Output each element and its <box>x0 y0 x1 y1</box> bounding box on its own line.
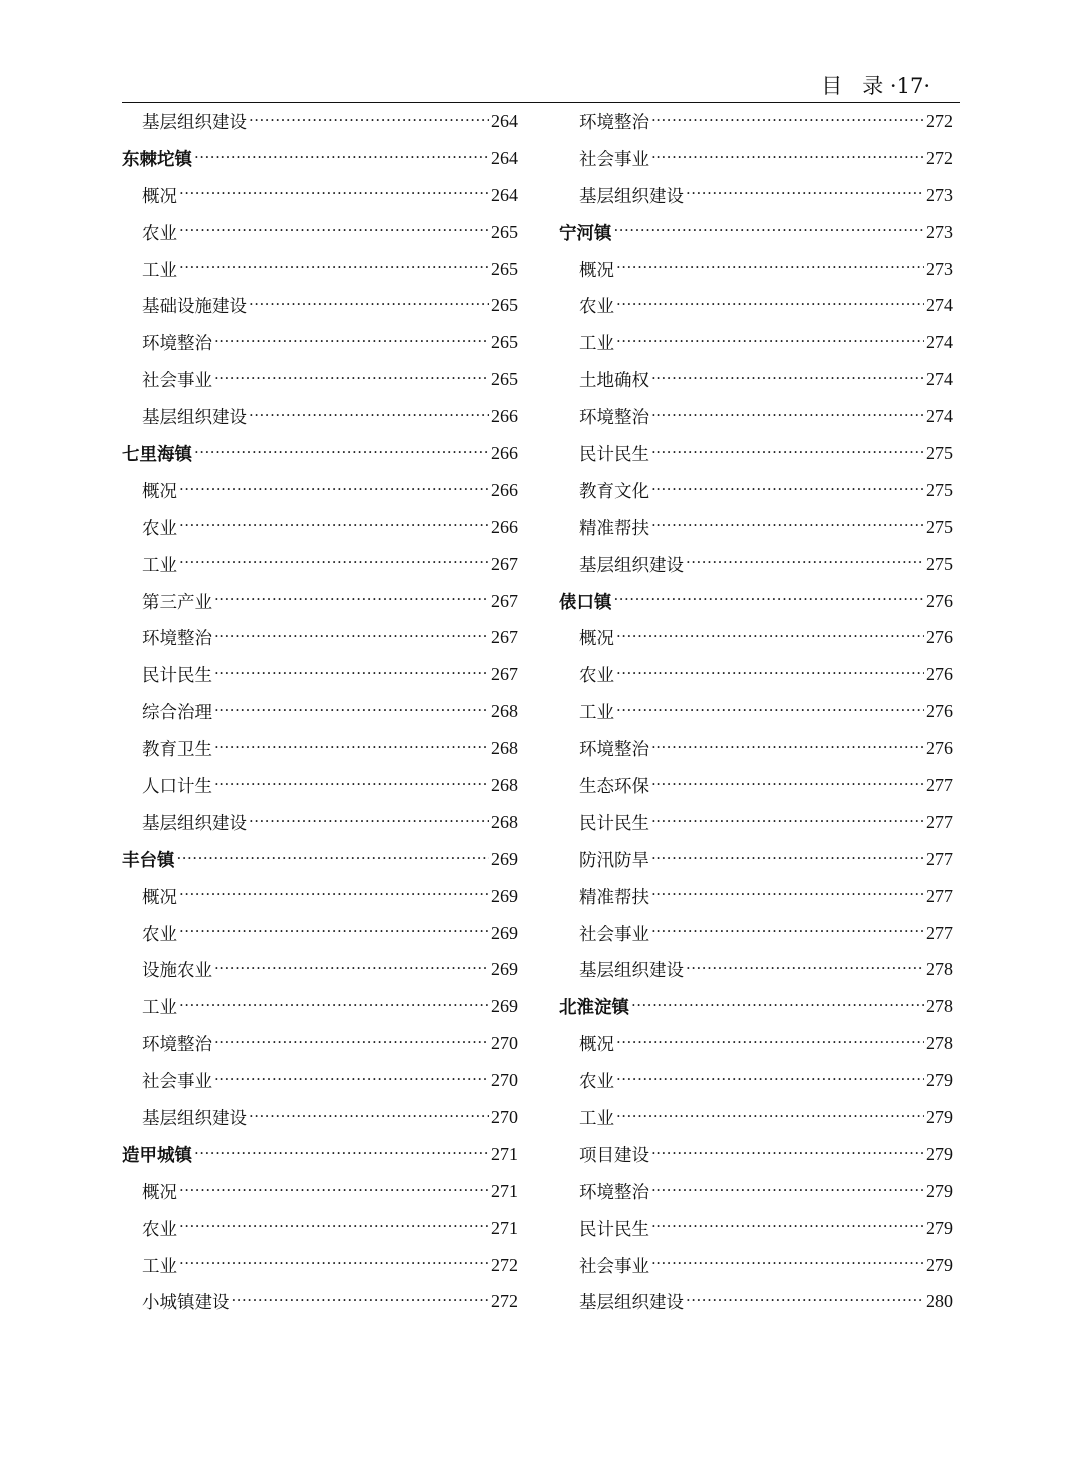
toc-entry[interactable] <box>122 1210 518 1247</box>
toc-entry[interactable] <box>559 915 953 952</box>
dot-leader <box>686 555 924 573</box>
toc-entry-label: 社会事业 <box>579 149 649 170</box>
toc-entry-page: 277 <box>926 774 953 795</box>
toc-entry[interactable] <box>559 951 953 988</box>
dot-leader <box>249 814 489 832</box>
toc-entry-label: 农业 <box>142 924 177 945</box>
toc-entry[interactable] <box>559 804 953 841</box>
toc-entry-label: 工业 <box>579 334 614 355</box>
toc-entry-label: 概况 <box>142 1182 177 1203</box>
toc-entry-label: 概况 <box>579 629 614 650</box>
toc-entry[interactable] <box>122 988 518 1025</box>
dot-leader <box>651 408 924 426</box>
dot-leader <box>614 223 925 241</box>
toc-entry-page: 269 <box>491 959 518 980</box>
dot-leader <box>214 371 489 389</box>
toc-entry-page: 273 <box>926 258 953 279</box>
toc-entry[interactable] <box>559 251 953 288</box>
toc-entry[interactable] <box>122 509 518 546</box>
toc-entry-label: 民计民生 <box>579 813 649 834</box>
dot-leader <box>249 1109 489 1127</box>
toc-entry[interactable] <box>122 1062 518 1099</box>
toc-entry-page: 268 <box>491 811 518 832</box>
toc-entry[interactable] <box>559 1210 953 1247</box>
toc-entry-label: 基层组织建设 <box>579 1293 684 1314</box>
toc-entry-page: 280 <box>926 1291 953 1312</box>
toc-entry[interactable] <box>559 509 953 546</box>
toc-entry[interactable] <box>559 1099 953 1136</box>
toc-entry-label: 工业 <box>142 998 177 1019</box>
toc-entry-label: 教育卫生 <box>142 740 212 761</box>
toc-entry[interactable] <box>559 1025 953 1062</box>
toc-entry-label: 农业 <box>579 297 614 318</box>
toc-entry[interactable] <box>559 841 953 878</box>
toc-entry[interactable] <box>559 435 953 472</box>
dot-leader <box>232 1293 490 1311</box>
toc-entry[interactable] <box>559 472 953 509</box>
toc-entry[interactable] <box>122 951 518 988</box>
toc-entry[interactable] <box>559 767 953 804</box>
dot-leader <box>214 629 489 647</box>
dot-leader <box>194 1146 489 1164</box>
toc-section-entry[interactable] <box>122 435 518 472</box>
toc-entry-page: 276 <box>926 701 953 722</box>
toc-entry-page: 277 <box>926 848 953 869</box>
toc-entry-page: 275 <box>926 553 953 574</box>
dot-leader <box>179 924 489 942</box>
toc-entry-label: 工业 <box>142 555 177 576</box>
dot-leader <box>651 482 924 500</box>
toc-entry-label: 综合治理 <box>142 703 212 724</box>
toc-entry[interactable] <box>122 767 518 804</box>
header-page-number: ·17· <box>889 74 930 98</box>
toc-section-entry[interactable] <box>559 583 953 620</box>
dot-leader <box>214 703 489 721</box>
dot-leader <box>616 1109 924 1127</box>
dot-leader <box>194 445 489 463</box>
toc-entry[interactable] <box>559 878 953 915</box>
dot-leader <box>214 334 489 352</box>
toc-entry-page: 274 <box>926 406 953 427</box>
toc-entry-label: 社会事业 <box>142 1072 212 1093</box>
toc-entry-label: 环境整治 <box>142 629 212 650</box>
toc-entry-page: 267 <box>491 664 518 685</box>
toc-entry-label: 设施农业 <box>142 961 212 982</box>
dot-leader <box>179 482 489 500</box>
toc-entry[interactable] <box>122 1247 518 1284</box>
toc-entry-page: 276 <box>926 627 953 648</box>
toc-entry-page: 271 <box>491 1217 518 1238</box>
toc-entry-page: 268 <box>491 701 518 722</box>
toc-entry-page: 268 <box>491 774 518 795</box>
toc-entry-page: 267 <box>491 590 518 611</box>
toc-entry-page: 276 <box>926 664 953 685</box>
toc-entry[interactable] <box>559 1247 953 1284</box>
toc-entry-label: 社会事业 <box>579 1256 649 1277</box>
dot-leader <box>616 629 924 647</box>
toc-entry[interactable] <box>122 546 518 583</box>
dot-leader <box>616 1072 924 1090</box>
toc-entry-label: 农业 <box>579 666 614 687</box>
toc-entry-label: 农业 <box>142 223 177 244</box>
toc-entry-page: 278 <box>926 996 953 1017</box>
dot-leader <box>249 408 489 426</box>
toc-entry[interactable] <box>559 140 953 177</box>
dot-leader <box>177 851 490 869</box>
toc-entry-label: 小城镇建设 <box>142 1293 230 1314</box>
toc-entry-page: 274 <box>926 369 953 390</box>
toc-entry-page: 266 <box>491 479 518 500</box>
toc-entry[interactable] <box>122 878 518 915</box>
dot-leader <box>651 777 924 795</box>
toc-entry[interactable] <box>122 730 518 767</box>
toc-entry-label: 精准帮扶 <box>579 518 649 539</box>
toc-entry-page: 274 <box>926 295 953 316</box>
toc-entry[interactable] <box>559 1062 953 1099</box>
toc-entry-page: 266 <box>491 406 518 427</box>
toc-entry-label: 工业 <box>142 260 177 281</box>
toc-entry[interactable] <box>559 398 953 435</box>
dot-leader <box>651 740 924 758</box>
toc-entry-page: 265 <box>491 258 518 279</box>
toc-entry-page: 276 <box>926 590 953 611</box>
toc-entry-label: 基层组织建设 <box>142 813 247 834</box>
dot-leader <box>214 961 489 979</box>
dot-leader <box>651 814 924 832</box>
dot-leader <box>179 1256 489 1274</box>
toc-entry-page: 264 <box>491 184 518 205</box>
toc-entry[interactable] <box>559 656 953 693</box>
header-title-char-1: 目 <box>821 74 843 98</box>
toc-section-entry[interactable] <box>122 1136 518 1173</box>
toc-entry[interactable] <box>122 361 518 398</box>
toc-entry-label: 土地确权 <box>579 371 649 392</box>
toc-entry[interactable] <box>559 1136 953 1173</box>
toc-entry-label: 基层组织建设 <box>579 555 684 576</box>
toc-entry-page: 275 <box>926 516 953 537</box>
toc-section-entry[interactable] <box>122 140 518 177</box>
toc-entry[interactable] <box>122 1025 518 1062</box>
toc-entry-label: 基层组织建设 <box>579 961 684 982</box>
toc-entry-page: 279 <box>926 1143 953 1164</box>
toc-entry[interactable] <box>122 693 518 730</box>
dot-leader <box>686 961 924 979</box>
toc-entry-label: 北淮淀镇 <box>559 998 629 1019</box>
toc-entry-page: 265 <box>491 369 518 390</box>
toc-entry-label: 工业 <box>142 1256 177 1277</box>
toc-entry-label: 项目建设 <box>579 1145 649 1166</box>
toc-entry[interactable] <box>559 546 953 583</box>
toc-right-column <box>559 103 953 1320</box>
dot-leader <box>179 998 489 1016</box>
toc-entry-page: 279 <box>926 1070 953 1091</box>
toc-entry[interactable] <box>122 1284 518 1321</box>
toc-entry-label: 教育文化 <box>579 481 649 502</box>
toc-entry-label: 丰台镇 <box>122 850 175 871</box>
toc-entry[interactable] <box>122 398 518 435</box>
toc-section-entry[interactable] <box>559 988 953 1025</box>
toc-entry-page: 277 <box>926 885 953 906</box>
dot-leader <box>179 260 489 278</box>
toc-entry[interactable] <box>122 177 518 214</box>
toc-entry-page: 272 <box>491 1291 518 1312</box>
toc-entry-label: 工业 <box>579 703 614 724</box>
toc-entry[interactable] <box>559 103 953 140</box>
dot-leader <box>651 851 924 869</box>
toc-entry-label: 东棘坨镇 <box>122 149 192 170</box>
dot-leader <box>616 1035 924 1053</box>
toc-entry[interactable] <box>559 324 953 361</box>
toc-entry-page: 271 <box>491 1180 518 1201</box>
dot-leader <box>686 186 924 204</box>
toc-entry[interactable] <box>122 804 518 841</box>
toc-entry-page: 278 <box>926 1033 953 1054</box>
toc-entry-label: 环境整治 <box>579 1182 649 1203</box>
toc-entry-page: 274 <box>926 332 953 353</box>
toc-entry[interactable] <box>122 619 518 656</box>
dot-leader <box>651 1256 924 1274</box>
toc-entry-label: 工业 <box>579 1108 614 1129</box>
toc-entry-page: 279 <box>926 1217 953 1238</box>
dot-leader <box>651 924 924 942</box>
toc-entry[interactable] <box>122 472 518 509</box>
toc-entry-page: 269 <box>491 922 518 943</box>
toc-entry-label: 宁河镇 <box>559 223 612 244</box>
toc-entry-label: 防汛防旱 <box>579 850 649 871</box>
dot-leader <box>651 371 924 389</box>
toc-entry[interactable] <box>122 1099 518 1136</box>
toc-entry-label: 生态环保 <box>579 776 649 797</box>
dot-leader <box>214 777 489 795</box>
toc-entry-label: 环境整治 <box>579 112 649 133</box>
toc-entry-page: 264 <box>491 110 518 131</box>
toc-entry[interactable] <box>122 324 518 361</box>
dot-leader <box>651 445 924 463</box>
dot-leader <box>651 113 924 131</box>
toc-entry-page: 279 <box>926 1106 953 1127</box>
toc-entry[interactable] <box>559 619 953 656</box>
toc-entry[interactable] <box>559 361 953 398</box>
toc-entry-label: 民计民生 <box>579 444 649 465</box>
toc-entry-page: 279 <box>926 1254 953 1275</box>
dot-leader <box>614 592 925 610</box>
dot-leader <box>214 1072 489 1090</box>
toc-entry-page: 270 <box>491 1106 518 1127</box>
toc-entry-label: 概况 <box>579 1035 614 1056</box>
dot-leader <box>249 297 489 315</box>
toc-entry-page: 271 <box>491 1143 518 1164</box>
toc-entry-page: 275 <box>926 479 953 500</box>
dot-leader <box>651 1146 924 1164</box>
toc-entry-label: 概况 <box>142 481 177 502</box>
toc-entry-label: 概况 <box>142 887 177 908</box>
dot-leader <box>651 887 924 905</box>
toc-entry[interactable] <box>559 730 953 767</box>
toc-entry-page: 267 <box>491 627 518 648</box>
toc-entry-page: 272 <box>926 147 953 168</box>
toc-entry-label: 环境整治 <box>142 334 212 355</box>
dot-leader <box>179 1219 489 1237</box>
toc-left-column <box>122 103 518 1320</box>
toc-entry-label: 基层组织建设 <box>142 112 247 133</box>
toc-entry-label: 精准帮扶 <box>579 887 649 908</box>
toc-entry-label: 农业 <box>142 1219 177 1240</box>
toc-entry-page: 272 <box>491 1254 518 1275</box>
toc-entry-page: 270 <box>491 1033 518 1054</box>
toc-section-entry[interactable] <box>559 214 953 251</box>
toc-entry[interactable] <box>122 103 518 140</box>
toc-entry-page: 270 <box>491 1070 518 1091</box>
toc-entry-page: 275 <box>926 442 953 463</box>
dot-leader <box>651 518 924 536</box>
toc-entry[interactable] <box>559 1173 953 1210</box>
dot-leader <box>179 186 489 204</box>
toc-entry-label: 农业 <box>579 1072 614 1093</box>
toc-entry-page: 265 <box>491 332 518 353</box>
toc-entry-label: 民计民生 <box>579 1219 649 1240</box>
toc-entry-label: 环境整治 <box>142 1035 212 1056</box>
toc-entry-label: 环境整治 <box>579 408 649 429</box>
toc-entry-page: 273 <box>926 184 953 205</box>
toc-entry-page: 272 <box>926 110 953 131</box>
dot-leader <box>616 260 924 278</box>
toc-entry[interactable] <box>122 583 518 620</box>
dot-leader <box>179 518 489 536</box>
toc-entry-page: 268 <box>491 738 518 759</box>
toc-entry[interactable] <box>559 1284 953 1321</box>
toc-entry-page: 264 <box>491 147 518 168</box>
toc-entry-page: 266 <box>491 516 518 537</box>
dot-leader <box>651 1183 924 1201</box>
toc-entry-label: 基层组织建设 <box>579 186 684 207</box>
dot-leader <box>616 297 924 315</box>
toc-entry-label: 环境整治 <box>579 740 649 761</box>
toc-entry-label: 基层组织建设 <box>142 1108 247 1129</box>
toc-entry-label: 社会事业 <box>579 924 649 945</box>
toc-section-entry[interactable] <box>122 841 518 878</box>
toc-entry-label: 造甲城镇 <box>122 1145 192 1166</box>
toc-entry[interactable] <box>122 287 518 324</box>
dot-leader <box>194 150 489 168</box>
toc-entry[interactable] <box>559 693 953 730</box>
toc-entry-label: 概况 <box>142 186 177 207</box>
dot-leader <box>249 113 489 131</box>
dot-leader <box>214 1035 489 1053</box>
dot-leader <box>651 1219 924 1237</box>
dot-leader <box>616 703 924 721</box>
dot-leader <box>179 887 489 905</box>
header-title-char-2: 录 <box>862 74 884 98</box>
toc-entry[interactable] <box>122 915 518 952</box>
dot-leader <box>214 592 489 610</box>
toc-entry-label: 民计民生 <box>142 666 212 687</box>
dot-leader <box>214 740 489 758</box>
toc-entry-page: 269 <box>491 996 518 1017</box>
toc-entry[interactable] <box>122 656 518 693</box>
toc-entry[interactable] <box>122 251 518 288</box>
toc-entry-page: 267 <box>491 553 518 574</box>
toc-entry-page: 279 <box>926 1180 953 1201</box>
toc-entry[interactable] <box>559 177 953 214</box>
toc-entry-label: 俵口镇 <box>559 592 612 613</box>
toc-entry-label: 概况 <box>579 260 614 281</box>
header-title <box>821 70 930 100</box>
dot-leader <box>631 998 924 1016</box>
toc-entry-page: 277 <box>926 922 953 943</box>
toc-entry-page: 273 <box>926 221 953 242</box>
toc-entry-page: 266 <box>491 442 518 463</box>
toc-entry-label: 七里海镇 <box>122 444 192 465</box>
toc-entry-label: 第三产业 <box>142 592 212 613</box>
dot-leader <box>214 666 489 684</box>
page-header <box>122 68 960 103</box>
toc-entry-label: 社会事业 <box>142 371 212 392</box>
toc-entry-label: 农业 <box>142 518 177 539</box>
toc-entry-page: 277 <box>926 811 953 832</box>
dot-leader <box>651 150 924 168</box>
dot-leader <box>179 223 489 241</box>
toc-entry[interactable] <box>122 214 518 251</box>
dot-leader <box>616 666 924 684</box>
toc-entry-label: 基层组织建设 <box>142 408 247 429</box>
toc-entry-page: 269 <box>491 848 518 869</box>
toc-entry-page: 269 <box>491 885 518 906</box>
toc-entry-page: 276 <box>926 738 953 759</box>
dot-leader <box>686 1293 924 1311</box>
toc-entry-label: 基础设施建设 <box>142 297 247 318</box>
toc-entry-page: 265 <box>491 295 518 316</box>
toc-entry[interactable] <box>122 1173 518 1210</box>
toc-entry-page: 265 <box>491 221 518 242</box>
dot-leader <box>179 555 489 573</box>
toc-entry[interactable] <box>559 287 953 324</box>
toc-entry-page: 278 <box>926 959 953 980</box>
dot-leader <box>179 1183 489 1201</box>
toc-entry-label: 人口计生 <box>142 776 212 797</box>
dot-leader <box>616 334 924 352</box>
